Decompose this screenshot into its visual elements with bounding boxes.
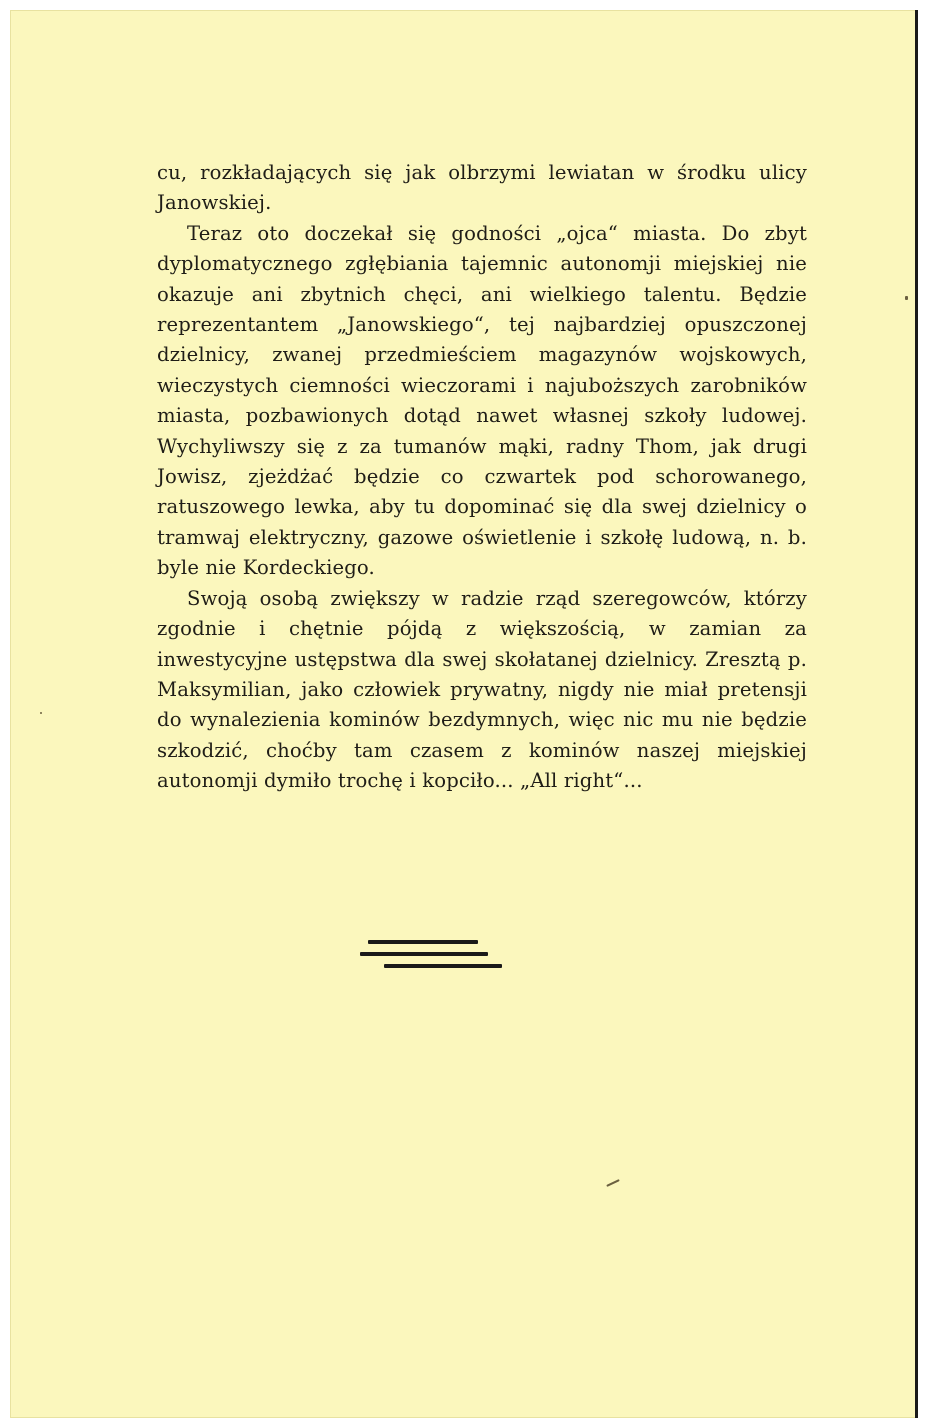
page-edge-shadow	[915, 10, 918, 1418]
paper-speck	[40, 712, 42, 714]
ornament-rule-middle	[360, 952, 488, 956]
paragraph-2: Teraz oto doczekał się godności „ojca“ miasta. Do zbyt dyplomatycznego zgłębiania tajemnic autonomji miejskiej nie okazuje ani zbytnich chęci, ani wielkiego talentu. Będzie reprezentantem „Janowskiego“, tej najbardziej opuszczonej dzielnicy, zwanej przedmieściem magazynów wojskowych, wieczystych ciemności wieczorami i najuboższych zarobników miasta, pozbawionych dotąd nawet własnej szkoły ludowej. Wychyliwszy się z za tumanów mąki, radny Thom, jak drugi Jowisz, zjeżdżać będzie co czwartek pod schorowanego, ratuszowego lewka, aby tu dopominać się dla swej dzielnicy o tramwaj elektryczny, gazowe oświetlenie i szkołę ludową, n. b. byle nie Kordeckiego.	[157, 221, 807, 580]
paragraph-3: Swoją osobą zwiększy w radzie rząd szeregowców, którzy zgodnie i chętnie pójdą z większością, w zamian za inwestycyjne ustępstwa dla swej skołatanej dzielnicy. Zresztą p. Maksymilian, jako człowiek prywatny, nigdy nie miał pretensji do wynalezienia kominów bezdymnych, więc nic mu nie będzie szkodzić, choćby tam czasem z kominów naszej miejskiej autonomji dymiło trochę i kopciło... „All right“...	[157, 586, 807, 793]
ornament-rule-top	[368, 940, 478, 944]
body-text	[157, 158, 807, 797]
ornament-rule-bottom	[384, 964, 502, 968]
paragraph-1: cu, rozkładających się jak olbrzymi lewiatan w środku ulicy Janowskiej.	[157, 161, 807, 215]
book-page	[10, 10, 918, 1418]
end-ornament-rules	[360, 932, 510, 980]
paper-speck	[606, 1179, 620, 1187]
paper-speck	[905, 296, 908, 300]
